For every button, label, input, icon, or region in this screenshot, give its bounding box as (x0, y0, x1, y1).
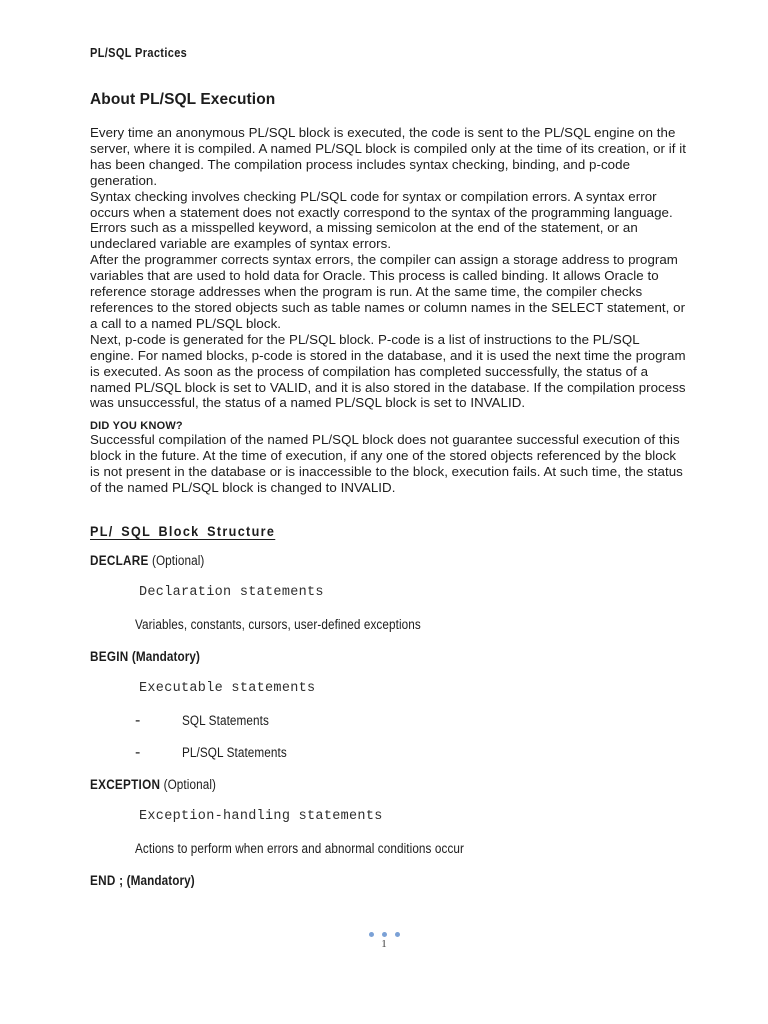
bullet-dash: - (135, 711, 141, 729)
qualifier: (Mandatory) (126, 872, 195, 888)
keyword-line-end (90, 873, 686, 889)
paragraph: Every time an anonymous PL/SQL block is executed, the code is sent to the PL/SQL engine on the server, where it is compiled. A named PL/SQL block is compiled only at the time of its creation, or if it has been changed. The compilation process includes syntax checking, binding, and p-code generation. (90, 125, 686, 188)
keyword-end: END ; (90, 872, 124, 888)
block-structure-heading: PL/ SQL Block Structure (90, 522, 276, 539)
dot-icon (382, 932, 387, 937)
page-footer (0, 931, 768, 950)
keyword-line-begin (90, 649, 686, 665)
bullet-text: SQL Statements (182, 712, 269, 728)
description-line: Actions to perform when errors and abnormal conditions occur (135, 840, 465, 856)
paragraph: Next, p-code is generated for the PL/SQL block. P-code is a list of instructions to the PL/SQL engine. For named blocks, p-code is stored in the database, and it is used the next time the program is executed. As soon as the process of compilation has completed successfully, the status of a named PL/SQL block is set to VALID, and it is also stored in the database. If the compilation process was unsuccessful, the status of a named PL/SQL block is set to INVALID. (90, 331, 686, 411)
qualifier: (Optional) (163, 776, 217, 792)
bullet-text: PL/SQL Statements (182, 744, 287, 760)
qualifier: (Mandatory) (131, 648, 201, 664)
code-line: Executable statements (139, 680, 316, 696)
code-line: Declaration statements (139, 584, 324, 600)
page-title: About PL/SQL Execution (90, 91, 276, 108)
body-text (90, 125, 686, 411)
keyword-exception: EXCEPTION (90, 776, 161, 792)
bullet-line (90, 745, 686, 761)
bullet-dash: - (135, 743, 141, 761)
dot-icon (395, 932, 400, 937)
code-line: Exception-handling statements (139, 808, 383, 824)
block-structure-list (90, 553, 686, 889)
bullet-line (90, 713, 686, 729)
keyword-line-declare (90, 553, 686, 569)
keyword-begin: BEGIN (90, 648, 129, 664)
did-you-know-label: DID YOU KNOW? (90, 420, 183, 433)
paragraph: After the programmer corrects syntax errors, the compiler can assign a storage address to program variables that are used to hold data for Oracle. This process is called binding. It allows Oracle to reference storage addresses when the program is run. At the same time, the compiler checks references to the stored objects such as table names or column names in the SELECT statement, or a call to a named PL/SQL block. (90, 252, 686, 331)
description-line: Variables, constants, cursors, user-defined exceptions (135, 616, 421, 632)
did-you-know-text: Successful compilation of the named PL/SQL block does not guarantee successful execution of this block in the future. At the time of execution, if any one of the stored objects referenced by the block is not present in the database or is inaccessible to the block, execution fails. At such time, the status of the named PL/SQL block is changed to INVALID. (90, 432, 683, 496)
paragraph: Syntax checking involves checking PL/SQL code for syntax or compilation errors. A syntax error occurs when a statement does not exactly correspond to the syntax of the programming language. Errors such as a misspelled keyword, a missing semicolon at the end of the statement, or an undeclared variable are examples of syntax errors. (90, 188, 673, 252)
page-content (90, 46, 686, 905)
keyword-declare: DECLARE (90, 552, 149, 568)
qualifier: (Optional) (151, 552, 205, 568)
page-number: 1 (381, 938, 387, 950)
keyword-line-exception (90, 777, 686, 793)
running-header: PL/SQL Practices (90, 46, 188, 60)
block-structure-section (90, 496, 686, 889)
dot-icon (369, 932, 374, 937)
did-you-know-section (90, 420, 686, 496)
